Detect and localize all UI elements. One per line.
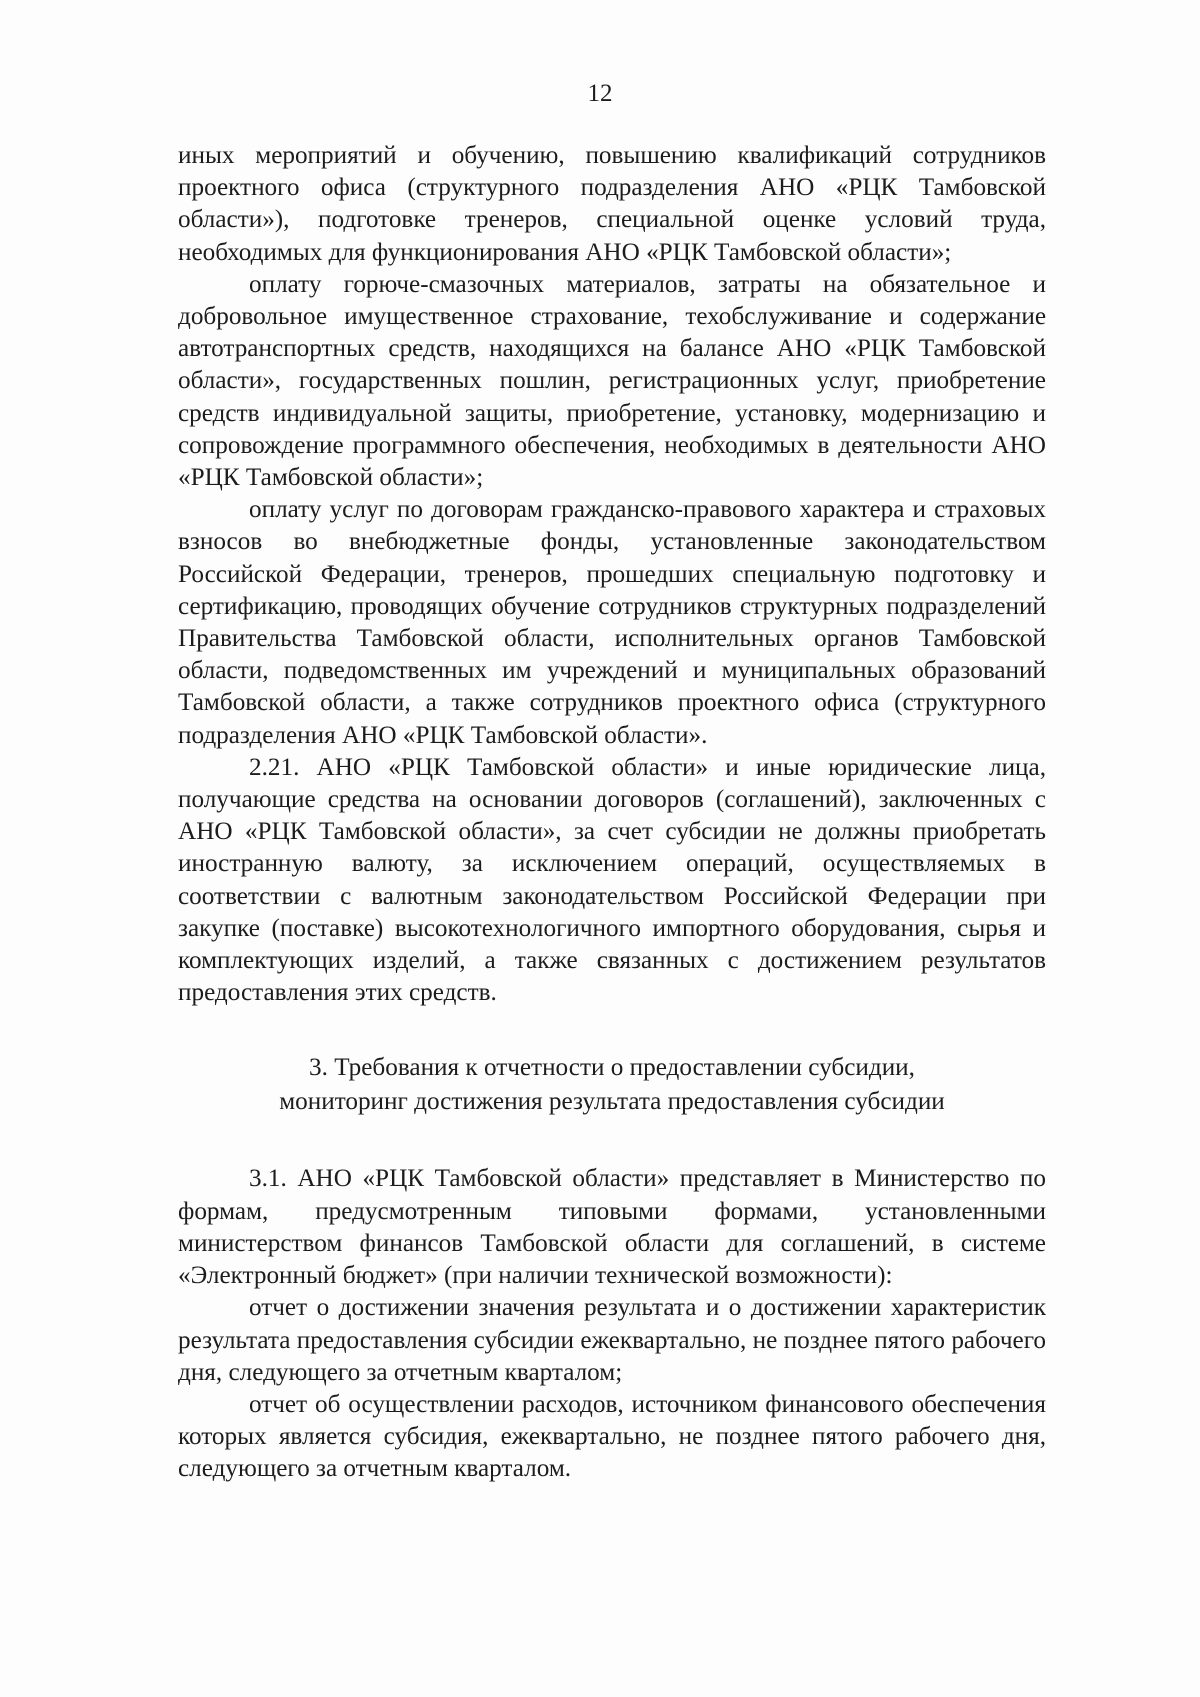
paragraph-fuel-insurance: оплату горюче-смазочных материалов, затраты на обязательное и добровольное имущественное страхование, техобслуживание и содержание автотранспортных средств, находящихся на балансе АНО «РЦК Тамбовской области», государственных пошлин, регистрационных услуг, приобретение средств индивидуальной защиты, приобретение, установку, модернизацию и сопровождение программного обеспечения, необходимых в деятельности АНО «РЦК Тамбовской области»; (178, 270, 1046, 492)
section-3-heading (178, 1051, 1046, 1119)
section-3-heading-line-1: 3. Требования к отчетности о предоставлении субсидии, (309, 1054, 915, 1082)
section-3-heading-line-2: мониторинг достижения результата предоставления субсидии (279, 1088, 945, 1116)
paragraph-continuation: иных мероприятий и обучению, повышению квалификаций сотрудников проектного офиса (структурного подразделения АНО «РЦК Тамбовской области»), подготовке тренеров, специальной оценке условий труда, необходимых для функционирования АНО «РЦК Тамбовской области»; (178, 142, 1046, 266)
paragraph-3-1: 3.1. АНО «РЦК Тамбовской области» представляет в Министерство по формам, предусмотренным типовыми формами, установленными министерством финансов Тамбовской области для соглашений, в системе «Электронный бюджет» (при наличии технической возможности): (178, 1165, 1046, 1290)
page-number: 12 (587, 80, 613, 107)
section-3-body (178, 1163, 1046, 1485)
paragraph-2-21: 2.21. АНО «РЦК Тамбовской области» и иные юридические лица, получающие средства на основании договоров (соглашений), заключенных с АНО «РЦК Тамбовской области», за счет субсидии не должны приобретать иностранную валюту, за исключением операций, осуществляемых в соответствии с валютным законодательством Российской Федерации при закупке (поставке) высокотехнологичного импортного оборудования, сырья и комплектующих изделий, а также связанных с достижением результатов предоставления этих средств. (178, 753, 1046, 1007)
paragraph-civil-contracts: оплату услуг по договорам гражданско-правового характера и страховых взносов во внебюджетные фонды, установленные законодательством Российской Федерации, тренеров, прошедших специальную подготовку и сертификацию, проводящих обучение сотрудников структурных подразделений Правительства Тамбовской области, исполнительных органов Тамбовской области, подведомственных им учреждений и муниципальных образований Тамбовской области, а также сотрудников проектного офиса (структурного подразделения АНО «РЦК Тамбовской области». (178, 496, 1046, 749)
paragraph-report-expenses: отчет об осуществлении расходов, источником финансового обеспечения которых является субсидия, ежеквартально, не позднее пятого рабочего дня, следующего за отчетным кварталом. (178, 1390, 1046, 1483)
paragraph-report-results: отчет о достижении значения результата и о достижении характеристик результата предоставления субсидии ежеквартально, не позднее пятого рабочего дня, следующего за отчетным кварталом; (178, 1294, 1046, 1386)
document-body (178, 140, 1046, 1486)
